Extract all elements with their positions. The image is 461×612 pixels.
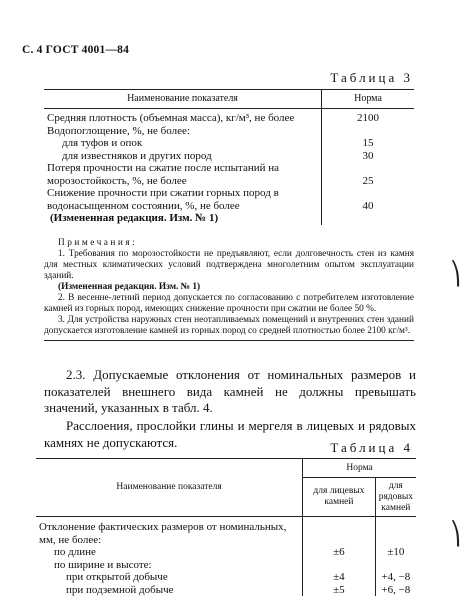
table4-caption: Таблица 4: [330, 440, 413, 455]
note-3: 3. Для устройства наружных стен неотапливаемых помещений и внутренних стен зданий допускается изготовление камней из горных пород со средней плотностью более 2100 кг/м³.: [44, 315, 414, 336]
table4-header-row: [36, 459, 416, 478]
table3-row-value: 2100: [357, 112, 379, 124]
table4-row-row: [375, 559, 416, 572]
note-2: 2. В весенне-летний период допускается по согласованию с потребителем изготовление камней из горных пород, имеющих снижение прочности при сжатии не более 50 %.: [44, 293, 414, 314]
margin-bracket-mark: ⎞: [450, 262, 461, 287]
table3-row-value: [322, 125, 415, 138]
note-1-amendment: (Измененная редакция. Изм. № 1): [58, 282, 201, 292]
table3-row-name: для туфов и опок: [44, 137, 322, 150]
table4-col-row: для рядовых камней: [375, 478, 416, 517]
table3-col-name: Наименование показателя: [44, 90, 322, 109]
table4-row-row: +4, −8: [375, 571, 416, 584]
table4-col-face: для лицевых камней: [303, 478, 376, 517]
table-row: [44, 187, 414, 212]
table4-row-face: [303, 559, 376, 572]
table-row: [44, 137, 414, 150]
table-row: [36, 517, 416, 547]
table-row: [44, 212, 414, 225]
table3-row-name: Потеря прочности на сжатие после испытаний на морозостойкость, %, не более: [44, 162, 322, 187]
notes-title: Примечания:: [58, 238, 138, 248]
table3-row-value: 40: [362, 199, 374, 212]
table4-row-face: ±4: [303, 571, 376, 584]
margin-bracket-mark: ⎞: [450, 522, 461, 547]
table3-row-value: 25: [362, 174, 374, 187]
table3-header-row: [44, 90, 414, 109]
table3-row-name: для известняков и других пород: [44, 150, 322, 163]
table3-col-norm: Норма: [322, 90, 415, 109]
table4-row-name: при открытой добыче: [66, 571, 168, 583]
table-row: [36, 584, 416, 597]
table-3: [44, 89, 414, 225]
table4-row-face: ±6: [303, 546, 376, 559]
table4-row-face: ±5: [303, 584, 376, 597]
table4-row-name: Отклонение фактических размеров от номинальных, мм, не более:: [39, 521, 287, 546]
note-1: 1. Требования по морозостойкости не предъявляют, если долговечность стен из камня для местных климатических условий подтверждена многолетним опытом эксплуатации зданий.: [44, 249, 414, 281]
table3-row-name: Снижение прочности при сжатии горных пород в водонасыщенном состоянии, %, не более: [44, 187, 322, 212]
table4-col-name: Наименование показателя: [36, 459, 303, 517]
table3-row-name: Средняя плотность (объемная масса), кг/м³, не более: [44, 109, 322, 125]
table-row: [44, 109, 414, 125]
table4-row-name: по ширине и высоте:: [54, 558, 152, 571]
table-row: [36, 571, 416, 584]
table4-row-face: [303, 517, 376, 547]
table-row: [36, 559, 416, 572]
table-row: [44, 150, 414, 163]
table4-row-row: +6, −8: [375, 584, 416, 597]
table4-col-norm: Норма: [303, 459, 416, 478]
table4-row-row: ±10: [375, 546, 416, 559]
table3-row-value: 15: [362, 137, 374, 149]
table4-row-name: по длине: [54, 546, 96, 558]
page-header: С. 4 ГОСТ 4001—84: [22, 44, 130, 56]
table3-row-value: 30: [362, 149, 374, 162]
table-4: [36, 458, 416, 596]
table4-row-row: [375, 517, 416, 547]
table3-caption: Таблица 3: [330, 70, 413, 85]
table-row: [36, 546, 416, 559]
paragraph-2-3: [44, 367, 416, 417]
table-row: [44, 125, 414, 138]
table-row: [44, 162, 414, 187]
paragraph-2-3-text: 2.3. Допускаемые отклонения от номинальных размеров и показателей внешнего вида камней не должны превышать значений, указанных в табл. 4.: [44, 367, 416, 415]
table3-row-name: Водопоглощение, %, не более:: [44, 125, 322, 138]
table3-amendment: (Измененная редакция. Изм. № 1): [44, 212, 322, 225]
table3-notes: [44, 238, 414, 341]
table4-row-name: при подземной добыче: [66, 583, 174, 596]
paragraph-delamination-text: Расслоения, прослойки глины и мергеля в лицевых и рядовых камнях не допускаются.: [44, 418, 416, 450]
